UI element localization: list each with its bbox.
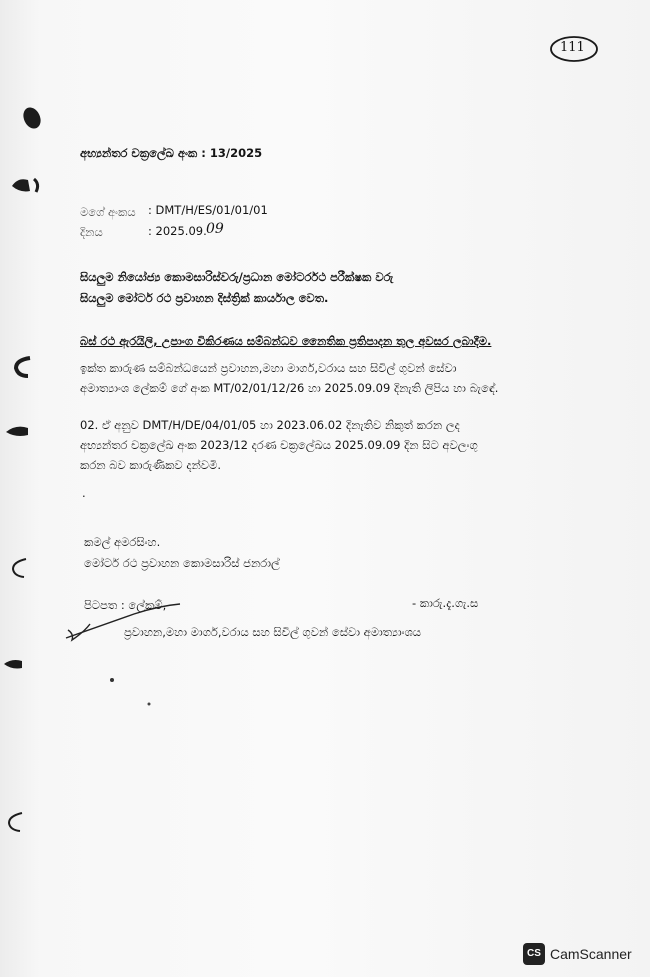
date-day-handwritten: 09 <box>206 221 224 237</box>
subject-line: බස් රථ ඇරයිලි, උපාංග විකිරණය සම්බන්ධව නෛතික ප්‍රතිපාදන තුල අවසර ලබාදීම. <box>80 334 492 348</box>
punch-hole-mark <box>2 656 26 674</box>
copy-note: - කාරු.දැ.ගැ.ස <box>412 596 479 610</box>
date-value: : 2025.09. <box>148 224 207 238</box>
reference-label: මගේ අංකය <box>80 205 136 219</box>
paragraph-2: 02. ඒ අනුව DMT/H/DE/04/01/05 හා 2023.06.02 දිනැතිව නිකුත් කරන ලද අභ්‍යන්තර චක්‍රලේඛ අංක 2023/12 දරණ චක්‍රලේඛය 2025.09.09 දින සිට අවලංගු කරන බව කාරුණිකව දන්වමි. <box>80 418 478 472</box>
addressee-line-1: සියලුම නියෝජ්‍ය කොමසාරිස්වරු/ප්‍රධාන මෝටර්රථ පරීක්ෂක වරු <box>80 270 394 284</box>
handwritten-tick-mark <box>60 600 190 644</box>
punch-hole-mark <box>10 354 36 380</box>
copy-to-label: පිටපත : ලේකම්, <box>84 598 167 612</box>
stray-dot: . <box>82 486 86 500</box>
date-label: දිනය <box>80 225 103 239</box>
punch-hole-mark <box>8 174 44 196</box>
speck-mark <box>145 700 153 708</box>
punch-hole-mark <box>8 556 32 580</box>
reference-number: : DMT/H/ES/01/01/01 <box>148 203 268 217</box>
signatory-name: කමල් අමරසිංහ. <box>84 535 161 549</box>
paragraph-1: ඉක්ත කාරුණ සම්බන්ධයෙන් ප්‍රවාහන,මහා මාර්ග,වරාය සහ සිවිල් ගුවන් සේවා අමාත්‍යාංශ ලේකම් ගේ අංක MT/02/01/12/26 හා 2025.09.09 දිනැති ලිපිය හා බැඳේ. <box>80 361 499 395</box>
punch-hole-mark <box>18 104 46 132</box>
punch-hole-mark <box>4 422 30 440</box>
addressee-line-2: සියලුම මෝටර් රථ ප්‍රවාහන දිස්ත්‍රික් කාර්යාල වෙත. <box>80 291 329 305</box>
signatory-title: මෝටර් රථ ප්‍රවාහන කොමසාරිස් ජනරාල් <box>84 556 280 570</box>
speck-mark <box>108 676 116 684</box>
copy-to-ministry: ප්‍රවාහන,මහා මාර්ග,වරාය සහ සිවිල් ගුවන් සේවා අමාත්‍යාංශය <box>124 625 422 639</box>
circular-number: අභ්‍යන්තර චක්‍රලේඛ අංක : 13/2025 <box>80 146 263 160</box>
camscanner-watermark: CamScanner <box>550 946 632 962</box>
camscanner-logo-icon: CS <box>523 943 545 965</box>
page-number: 111 <box>560 40 585 55</box>
punch-hole-mark <box>4 810 28 834</box>
